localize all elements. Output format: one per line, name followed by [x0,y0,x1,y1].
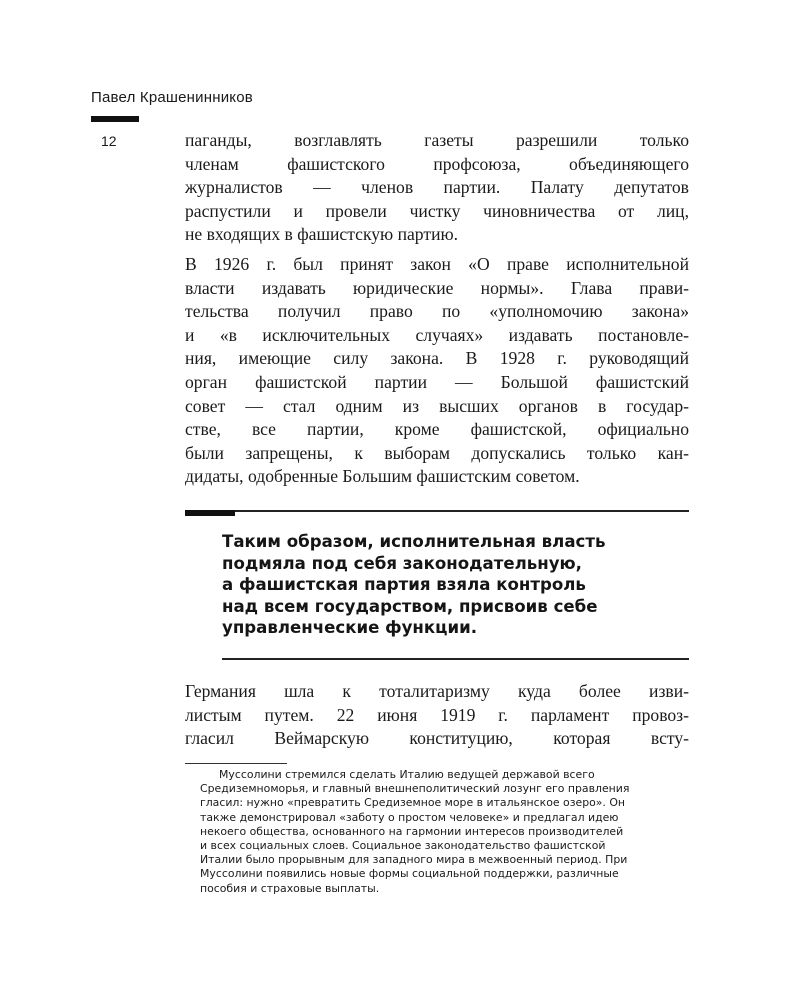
text-line: стве, все партии, кроме фашистской, официально [185,419,689,440]
pull-quote-accent-bar [185,510,235,516]
text-line: были запрещены, к выборам допускались только кан- [185,442,689,463]
text-line: членам фашистского профсоюза, объединяющего [185,153,689,174]
pull-quote-line: подмяла под себя законодательную, [222,553,582,573]
pull-quote-line: над всем государством, присвоив себе [222,596,598,616]
text-line: орган фашистской партии — Большой фашистский [185,371,689,392]
text-line: совет — стал одним из высших органов в государ- [185,395,689,416]
running-head-author: Павел Крашенинников [91,89,253,106]
text-line: гласил Веймарскую конституцию, которая всту- [185,728,689,749]
footnote-line: и всех социальных слоев. Социальное законодательство фашистской [200,839,606,853]
body-paragraph-2 [185,253,689,489]
footnote [200,768,689,896]
footnote-line: Муссолини появились новые формы социальной поддержки, различные [200,867,619,881]
pull-quote-top-rule [235,510,689,512]
text-line: не входящих в фашистскую партию. [185,224,459,245]
text-line: В 1926 г. был принят закон «О праве исполнительной [185,254,689,274]
text-line: журналистов — членов партии. Палату депутатов [185,177,689,198]
text-line: паганды, возглавлять газеты разрешили только [185,130,689,150]
footnote-line: гласил: нужно «превратить Средиземное море в итальянское озеро». Он [200,796,626,810]
text-line: власти издавать юридические нормы». Глава прави- [185,277,689,298]
pull-quote-bottom-rule [222,658,689,660]
pull-quote-line: а фашистская партия взяла контроль [222,575,586,595]
page-number: 12 [101,133,117,149]
footnote-line: некоего общества, основанного на гармонии интересов производителей [200,824,624,838]
pull-quote [222,531,662,639]
footnote-line: пособия и страховые выплаты. [200,881,380,895]
text-line: и «в исключительных случаях» издавать постановле- [185,324,689,345]
text-line: ния, имеющие силу закона. В 1928 г. руководящий [185,348,689,369]
text-line: тельства получил право по «уполномочию закона» [185,301,689,322]
footnote-line: Италии было прорывным для западного мира в межвоенный период. При [200,853,628,867]
text-line: дидаты, одобренные Большим фашистским советом. [185,466,580,487]
footnote-separator [185,763,287,764]
pull-quote-line: Таким образом, исполнительная власть [222,532,606,551]
pull-quote-line: управленческие функции. [222,618,477,638]
footnote-line: Средиземноморья, и главный внешнеполитический лозунг его правления [200,782,630,796]
body-paragraph-1 [185,129,689,247]
text-line: листым путем. 22 июня 1919 г. парламент провоз- [185,704,689,725]
text-line: Германия шла к тоталитаризму куда более изви- [185,681,689,701]
body-paragraph-3 [185,680,689,751]
footnote-line: также демонстрировал «заботу о простом человеке» и предлагал идею [200,810,619,824]
text-line: распустили и провели чистку чиновничества от лиц, [185,200,689,221]
footnote-line: Муссолини стремился сделать Италию ведущей державой всего [219,768,595,781]
running-head-rule [91,116,139,122]
